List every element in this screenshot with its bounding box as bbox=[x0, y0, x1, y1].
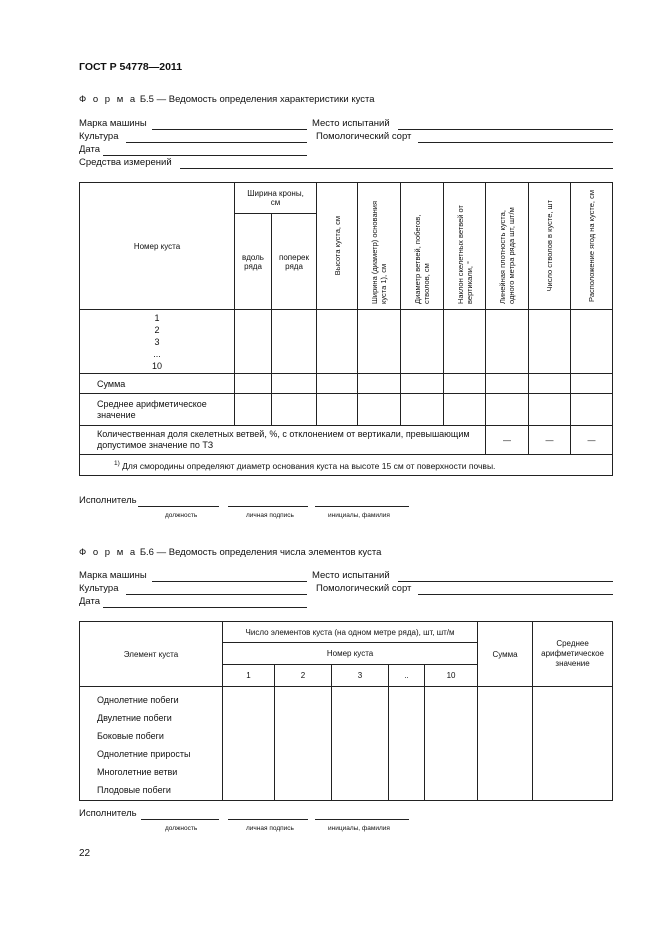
field-date-label: Дата bbox=[79, 144, 101, 155]
row-share: Количественная доля скелетных ветвей, %, с отклонением от вертикали, превышающим допустимое значение по ТЗ bbox=[80, 426, 486, 455]
data-cell[interactable] bbox=[235, 374, 272, 394]
col-mean: Среднее арифметическое значение bbox=[533, 622, 613, 687]
bush-col-ellipsis: .. bbox=[389, 665, 425, 687]
data-cell[interactable] bbox=[358, 394, 401, 426]
executor-initials-line[interactable] bbox=[315, 506, 409, 507]
field-instruments-label: Средства измерений bbox=[79, 157, 172, 168]
data-cell[interactable] bbox=[444, 394, 486, 426]
field-machine-line[interactable] bbox=[152, 129, 307, 130]
bush-number: 1 bbox=[154, 312, 160, 323]
data-cell[interactable] bbox=[486, 394, 529, 426]
element-row: Однолетние побеги bbox=[97, 695, 179, 705]
caption-initials: инициалы, фамилия bbox=[328, 512, 390, 519]
b6-field-variety-label: Помологический сорт bbox=[316, 583, 412, 594]
b6-executor-signature-line[interactable] bbox=[228, 819, 308, 820]
executor-position-line[interactable] bbox=[138, 506, 219, 507]
b6-caption-position: должность bbox=[165, 825, 198, 832]
row-mean: Среднее арифметическое значение bbox=[80, 394, 235, 426]
b6-caption-signature: личная подпись bbox=[246, 825, 294, 832]
data-cell[interactable] bbox=[358, 310, 401, 374]
col-bush-number-b6: Номер куста bbox=[223, 643, 478, 665]
data-cell[interactable] bbox=[571, 394, 613, 426]
executor-signature-line[interactable] bbox=[228, 506, 308, 507]
data-cell[interactable] bbox=[272, 310, 317, 374]
col-tilt: Наклон скелетных ветвей от вертикали, ° bbox=[444, 183, 486, 310]
data-cell[interactable] bbox=[317, 394, 358, 426]
element-row: Многолетние ветви bbox=[97, 767, 178, 777]
form-b5-title bbox=[79, 94, 375, 105]
footnote bbox=[80, 455, 613, 476]
data-cell[interactable] bbox=[529, 310, 571, 374]
dash-cell: — bbox=[529, 426, 571, 455]
bush-number: 3 bbox=[154, 336, 160, 347]
element-row: Двулетние побеги bbox=[97, 713, 172, 723]
bush-number: 10 bbox=[151, 360, 162, 371]
caption-signature: личная подпись bbox=[246, 512, 294, 519]
col-height: Высота куста, см bbox=[317, 183, 358, 310]
data-cell[interactable] bbox=[444, 374, 486, 394]
data-cell[interactable] bbox=[235, 394, 272, 426]
data-cell[interactable] bbox=[401, 394, 444, 426]
bush-col-3: 3 bbox=[332, 665, 389, 687]
b6-field-place-line[interactable] bbox=[398, 581, 613, 582]
col-bush-number: Номер куста bbox=[80, 183, 235, 310]
b6-executor-label: Исполнитель bbox=[79, 808, 137, 819]
element-row: Однолетние приросты bbox=[97, 749, 191, 759]
data-cell[interactable] bbox=[401, 374, 444, 394]
field-variety-line[interactable] bbox=[418, 142, 613, 143]
col-across-row: поперек ряда bbox=[272, 214, 317, 310]
row-sum: Сумма bbox=[80, 374, 235, 394]
b6-field-date-label: Дата bbox=[79, 596, 101, 607]
data-cell[interactable] bbox=[571, 310, 613, 374]
field-place-line[interactable] bbox=[398, 129, 613, 130]
standard-code: ГОСТ Р 54778—2011 bbox=[79, 61, 183, 73]
bush-number: ... bbox=[153, 348, 161, 359]
b6-field-machine-label: Марка машины bbox=[79, 570, 147, 581]
data-cell[interactable] bbox=[425, 687, 478, 801]
data-cell[interactable] bbox=[486, 374, 529, 394]
b6-field-crop-label: Культура bbox=[79, 583, 119, 594]
data-cell[interactable] bbox=[571, 374, 613, 394]
field-instruments-line[interactable] bbox=[180, 168, 613, 169]
footnote-mark: 1) bbox=[114, 459, 120, 467]
form-b6-title-text: Б.6 — Ведомость определения числа элементов куста bbox=[139, 547, 382, 558]
b6-field-date-line[interactable] bbox=[103, 607, 307, 608]
field-date-line[interactable] bbox=[103, 155, 307, 156]
data-cell[interactable] bbox=[529, 394, 571, 426]
bush-number-list bbox=[80, 310, 235, 374]
form-b5-title-text: Б.5 — Ведомость определения характеристики куста bbox=[139, 94, 375, 105]
bush-characteristics-table bbox=[79, 182, 613, 476]
bush-col-10: 10 bbox=[425, 665, 478, 687]
field-place-label: Место испытаний bbox=[312, 118, 390, 129]
data-cell[interactable] bbox=[533, 687, 613, 801]
data-cell[interactable] bbox=[332, 687, 389, 801]
field-machine-label: Марка машины bbox=[79, 118, 147, 129]
data-cell[interactable] bbox=[272, 374, 317, 394]
col-berry-location: Расположение ягод на кусте, см bbox=[571, 183, 613, 310]
col-diameter: Диаметр ветвей, побегов, стволов, см bbox=[401, 183, 444, 310]
data-cell[interactable] bbox=[272, 394, 317, 426]
col-stems: Число стволов в кусте, шт bbox=[529, 183, 571, 310]
data-cell[interactable] bbox=[486, 310, 529, 374]
executor-label: Исполнитель bbox=[79, 495, 137, 506]
page-number: 22 bbox=[79, 848, 91, 859]
b6-field-machine-line[interactable] bbox=[152, 581, 307, 582]
element-list bbox=[80, 687, 223, 801]
col-density: Линейная плотность куста, одного метра ряда шт, шт/м bbox=[486, 183, 529, 310]
form-b6-prefix: Ф о р м а bbox=[79, 547, 138, 558]
b6-executor-position-line[interactable] bbox=[141, 819, 219, 820]
footnote-text: Для смородины определяют диаметр основания куста на высоте 15 см от поверхности почвы. bbox=[122, 460, 496, 471]
field-crop-label: Культура bbox=[79, 131, 119, 142]
data-cell[interactable] bbox=[317, 310, 358, 374]
dash-cell: — bbox=[571, 426, 613, 455]
b6-field-crop-line[interactable] bbox=[126, 594, 307, 595]
element-row: Плодовые побеги bbox=[97, 785, 171, 795]
dash-cell: — bbox=[486, 426, 529, 455]
col-base-width: Ширина (диаметр) основания куста 1), см bbox=[358, 183, 401, 310]
element-row: Боковые побеги bbox=[97, 731, 164, 741]
form-b6-title bbox=[79, 547, 381, 558]
form-b5-prefix: Ф о р м а bbox=[79, 94, 138, 105]
col-count: Число элементов куста (на одном метре ряда), шт, шт/м bbox=[223, 622, 478, 643]
field-variety-label: Помологический сорт bbox=[316, 131, 412, 142]
col-along-row: вдоль ряда bbox=[235, 214, 272, 310]
data-cell[interactable] bbox=[444, 310, 486, 374]
b6-executor-initials-line[interactable] bbox=[315, 819, 409, 820]
data-cell[interactable] bbox=[275, 687, 332, 801]
data-cell[interactable] bbox=[358, 374, 401, 394]
b6-field-variety-line[interactable] bbox=[418, 594, 613, 595]
data-cell[interactable] bbox=[478, 687, 533, 801]
b6-caption-initials: инициалы, фамилия bbox=[328, 825, 390, 832]
caption-position: должность bbox=[165, 512, 198, 519]
data-cell[interactable] bbox=[389, 687, 425, 801]
bush-number: 2 bbox=[154, 324, 160, 335]
b6-field-place-label: Место испытаний bbox=[312, 570, 390, 581]
data-cell[interactable] bbox=[401, 310, 444, 374]
data-cell[interactable] bbox=[223, 687, 275, 801]
col-sum: Сумма bbox=[478, 622, 533, 687]
data-cell[interactable] bbox=[529, 374, 571, 394]
field-crop-line[interactable] bbox=[126, 142, 307, 143]
col-element: Элемент куста bbox=[80, 622, 223, 687]
bush-col-1: 1 bbox=[223, 665, 275, 687]
bush-elements-table bbox=[79, 621, 613, 801]
bush-col-2: 2 bbox=[275, 665, 332, 687]
col-crown-width: Ширина кроны, см bbox=[235, 183, 317, 214]
data-cell[interactable] bbox=[235, 310, 272, 374]
data-cell[interactable] bbox=[317, 374, 358, 394]
